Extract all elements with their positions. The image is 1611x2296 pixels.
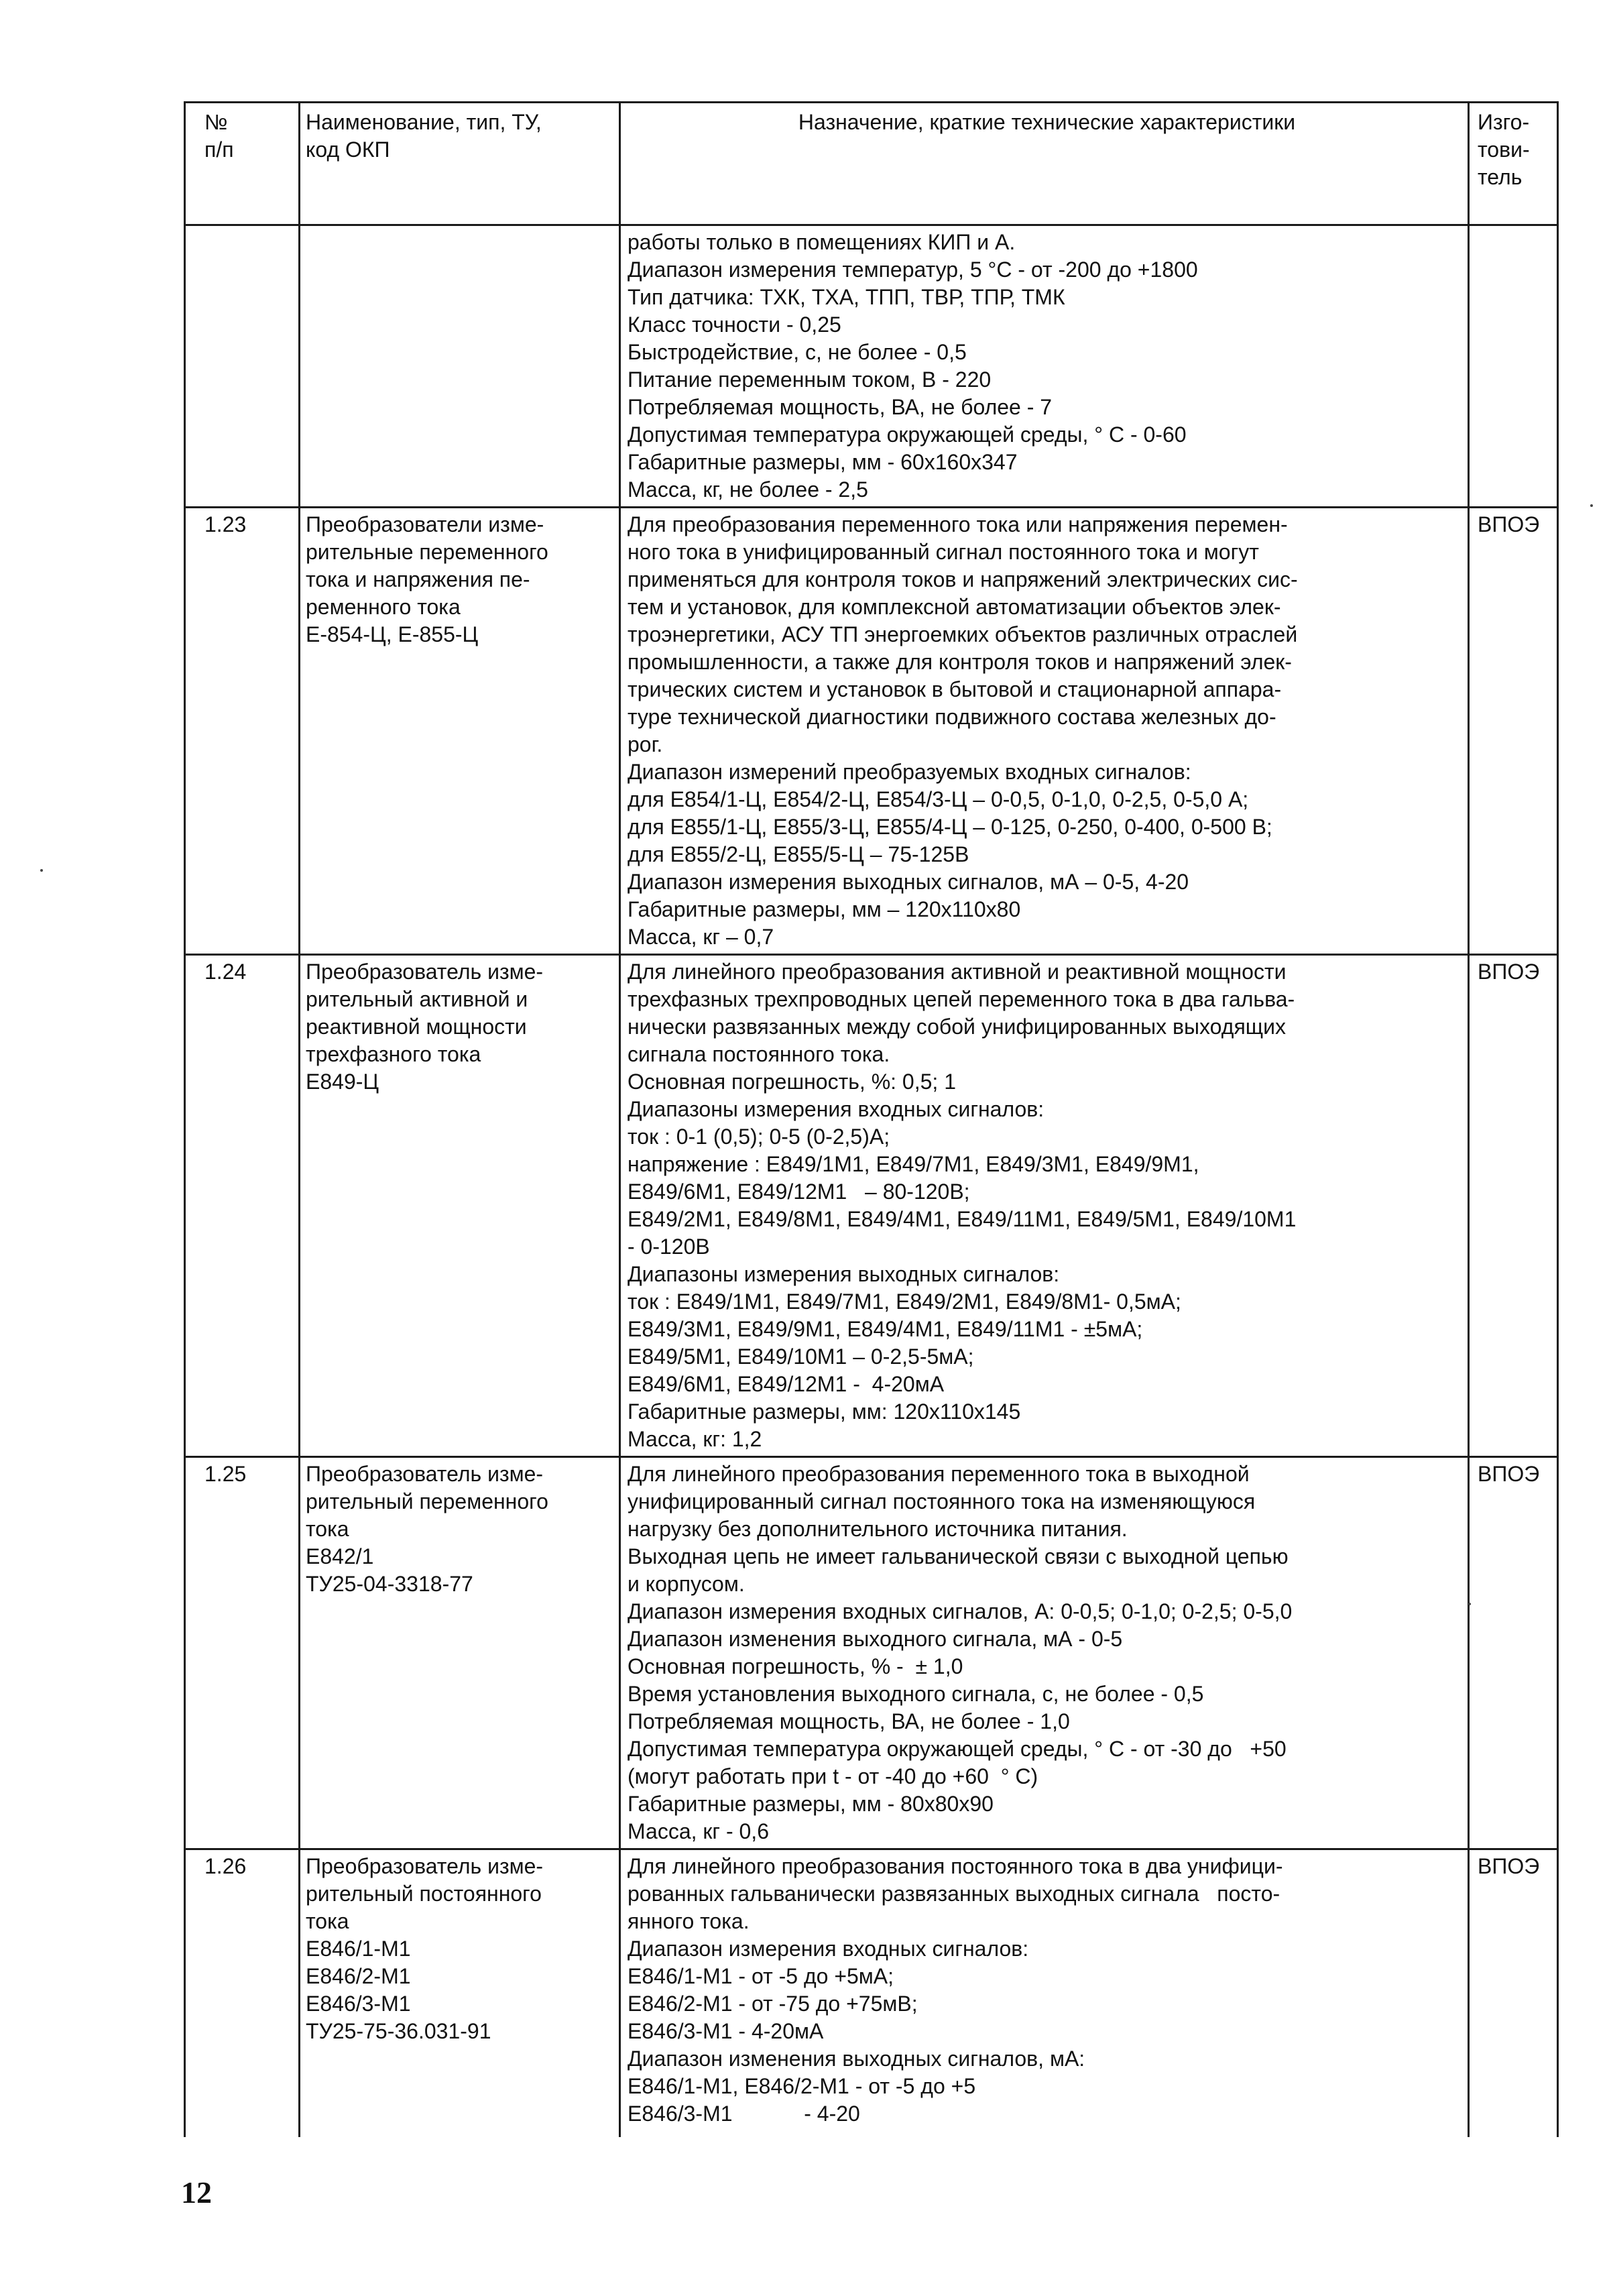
text-line: Диапазоны измерения входных сигналов:	[628, 1097, 1045, 1121]
text-line: Габаритные размеры, мм - 80х80х90	[628, 1792, 994, 1816]
text-line: Для преобразования переменного тока или напряжения перемен-	[628, 512, 1288, 536]
text-line: Е849/2М1, Е849/8М1, Е849/4М1, Е849/11М1, Е849/5М1, Е849/10М1	[628, 1207, 1297, 1231]
text-line: для Е854/1-Ц, Е854/2-Ц, Е854/3-Ц – 0-0,5, 0-1,0, 0-2,5, 0-5,0 А;	[628, 787, 1249, 811]
manufacturer-cell	[1469, 1849, 1558, 2138]
text-line: Преобразователь изме-	[306, 960, 544, 984]
table-row	[185, 1849, 1558, 2138]
text-line: 1.23	[204, 512, 247, 536]
text-line: Е846/1-М1 - от -5 до +5мА;	[628, 1964, 894, 1988]
text-line: Масса, кг - 0,6	[628, 1819, 769, 1843]
manufacturer-cell	[1469, 508, 1558, 955]
text-line: тови-	[1478, 137, 1530, 162]
text-line: тока	[306, 1517, 349, 1541]
text-line: Наименование, тип, ТУ,	[306, 110, 542, 134]
text-line: Е849/3М1, Е849/9М1, Е849/4М1, Е849/11М1 - ±5мА;	[628, 1317, 1143, 1341]
text-line: тем и установок, для комплексной автоматизации объектов элек-	[628, 595, 1281, 619]
item-name-cell	[300, 508, 620, 955]
item-description-cell	[620, 1457, 1469, 1849]
text-line: Основная погрешность, % - ± 1,0	[628, 1654, 963, 1678]
item-description-cell	[620, 1849, 1469, 2138]
text-line: Е-854-Ц, Е-855-Ц	[306, 622, 479, 646]
text-line: п/п	[204, 137, 234, 162]
item-description-cell	[620, 508, 1469, 955]
text-line: троэнергетики, АСУ ТП энергоемких объектов различных отраслей	[628, 622, 1298, 646]
text-line: Основная погрешность, %: 0,5; 1	[628, 1070, 956, 1094]
text-line: и корпусом.	[628, 1572, 745, 1596]
text-line: 1.25	[204, 1462, 247, 1486]
text-line: трехфазного тока	[306, 1042, 481, 1066]
manufacturer-cell	[1469, 955, 1558, 1457]
text-line: напряжение : Е849/1М1, Е849/7М1, Е849/3М1, Е849/9М1,	[628, 1152, 1199, 1176]
text-line: Диапазон измерения температур, 5 °С - от -200 до +1800	[628, 257, 1198, 282]
text-line: Потребляемая мощность, ВА, не более - 1,0	[628, 1709, 1070, 1733]
text-line: Габаритные размеры, мм – 120х110х80	[628, 897, 1021, 921]
text-line: тока	[306, 1909, 349, 1933]
text-line: рительный постоянного	[306, 1882, 542, 1906]
text-line: тель	[1478, 165, 1523, 189]
item-number-cell	[185, 955, 300, 1457]
text-line	[306, 229, 619, 256]
text-line	[1478, 229, 1557, 256]
text-line: ток : 0-1 (0,5); 0-5 (0-2,5)А;	[628, 1125, 890, 1149]
text-line: Потребляемая мощность, ВА, не более - 7	[628, 395, 1053, 419]
scan-speck	[1468, 1603, 1471, 1605]
text-line: 1.24	[204, 960, 247, 984]
table-row	[185, 955, 1558, 1457]
text-line: нагрузку без дополнительного источника питания.	[628, 1517, 1128, 1541]
text-line: трических систем и установок в бытовой и стационарной аппара-	[628, 677, 1282, 701]
table-row	[185, 1457, 1558, 1849]
text-line: Диапазоны измерения выходных сигналов:	[628, 1262, 1060, 1286]
text-line: реактивной мощности	[306, 1015, 527, 1039]
item-name-cell	[300, 1849, 620, 2138]
text-line: Диапазон измерения входных сигналов, А: 0-0,5; 0-1,0; 0-2,5; 0-5,0	[628, 1599, 1293, 1623]
text-line: рог.	[628, 732, 663, 756]
text-line: Е849-Ц	[306, 1070, 379, 1094]
text-line: Диапазон изменения выходных сигналов, мА:	[628, 2047, 1085, 2071]
text-line: Габаритные размеры, мм: 120х110х145	[628, 1399, 1021, 1424]
item-number-cell	[185, 508, 300, 955]
header-name	[300, 103, 620, 225]
text-line: Е849/5М1, Е849/10М1 – 0-2,5-5мА;	[628, 1344, 974, 1369]
text-line: Класс точности - 0,25	[628, 312, 841, 337]
text-line: - 0-120В	[628, 1235, 710, 1259]
text-line: рительный переменного	[306, 1489, 548, 1513]
text-line: Диапазон измерений преобразуемых входных сигналов:	[628, 760, 1191, 784]
text-line: рительные переменного	[306, 540, 548, 564]
text-line: Диапазон измерения выходных сигналов, мА – 0-5, 4-20	[628, 870, 1189, 894]
text-line: Е849/6М1, Е849/12М1 – 80-120В;	[628, 1180, 970, 1204]
text-line: Время установления выходного сигнала, с, не более - 0,5	[628, 1682, 1204, 1706]
text-line: Е846/1-М1	[306, 1937, 411, 1961]
text-line: для Е855/1-Ц, Е855/3-Ц, Е855/4-Ц – 0-125, 0-250, 0-400, 0-500 В;	[628, 815, 1272, 839]
text-line: Назначение, краткие технические характеристики	[798, 110, 1296, 134]
text-line: код ОКП	[306, 137, 390, 162]
scan-speck	[1590, 504, 1593, 507]
text-line: тока и напряжения пе-	[306, 567, 530, 591]
text-line: Быстродействие, с, не более - 0,5	[628, 340, 967, 364]
text-line: Е846/3-М1	[306, 1992, 411, 2016]
text-line: Е846/2-М1	[306, 1964, 411, 1988]
header-maker	[1469, 103, 1558, 225]
text-line: Выходная цепь не имеет гальванической связи с выходной цепью	[628, 1544, 1289, 1568]
text-line: Диапазон изменения выходного сигнала, мА - 0-5	[628, 1627, 1123, 1651]
item-name-cell	[300, 225, 620, 508]
text-line: Преобразователь изме-	[306, 1854, 544, 1878]
text-line: Масса, кг – 0,7	[628, 925, 774, 949]
page-number: 12	[181, 2175, 212, 2209]
text-line: ВПОЭ	[1478, 1462, 1540, 1486]
text-line: работы только в помещениях КИП и А.	[628, 230, 1016, 254]
table-row	[185, 508, 1558, 955]
text-line: Масса, кг, не более - 2,5	[628, 477, 868, 502]
text-line: унифицированный сигнал постоянного тока на изменяющуюся	[628, 1489, 1256, 1513]
text-line: Для линейного преобразования активной и реактивной мощности	[628, 960, 1287, 984]
text-line: ВПОЭ	[1478, 960, 1540, 984]
text-line: (могут работать при t - от -40 до +60 ° С)	[628, 1764, 1038, 1788]
header-num	[185, 103, 300, 225]
text-line: ток : Е849/1М1, Е849/7М1, Е849/2М1, Е849/8М1- 0,5мА;	[628, 1289, 1181, 1314]
text-line: Габаритные размеры, мм - 60х160х347	[628, 450, 1018, 474]
text-line: Е846/1-М1, Е846/2-М1 - от -5 до +5	[628, 2074, 976, 2098]
text-line: Для линейного преобразования переменного тока в выходной	[628, 1462, 1250, 1486]
text-line: Изго-	[1478, 110, 1530, 134]
text-line: трехфазных трехпроводных цепей переменного тока в два гальва-	[628, 987, 1295, 1011]
item-description-cell	[620, 225, 1469, 508]
text-line: Преобразователи изме-	[306, 512, 544, 536]
text-line: янного тока.	[628, 1909, 750, 1933]
text-line: применяться для контроля токов и напряжений электрических сис-	[628, 567, 1298, 591]
text-line: для Е855/2-Ц, Е855/5-Ц – 75-125В	[628, 842, 969, 866]
manufacturer-cell	[1469, 1457, 1558, 1849]
text-line: сигнала постоянного тока.	[628, 1042, 890, 1066]
text-line: Е842/1	[306, 1544, 374, 1568]
text-line: Е846/2-М1 - от -75 до +75мВ;	[628, 1992, 918, 2016]
item-name-cell	[300, 1457, 620, 1849]
item-number-cell	[185, 1457, 300, 1849]
text-line: №	[204, 110, 228, 134]
text-line: Для линейного преобразования постоянного тока в два унифици-	[628, 1854, 1283, 1878]
table-row	[185, 225, 1558, 508]
text-line: рительный активной и	[306, 987, 528, 1011]
text-line: Диапазон измерения входных сигналов:	[628, 1937, 1029, 1961]
text-line: ного тока в унифицированный сигнал постоянного тока и могут	[628, 540, 1259, 564]
text-line: туре технической диагностики подвижного состава железных до-	[628, 705, 1276, 729]
text-line: Е846/3-М1 - 4-20мА	[628, 2019, 824, 2043]
text-line: Е849/6М1, Е849/12М1 - 4-20мА	[628, 1372, 945, 1396]
manufacturer-cell	[1469, 225, 1558, 508]
text-line: Масса, кг: 1,2	[628, 1427, 762, 1451]
text-line	[204, 229, 298, 256]
text-line: 1.26	[204, 1854, 247, 1878]
text-line: ременного тока	[306, 595, 461, 619]
header-desc	[620, 103, 1469, 225]
scan-speck	[40, 869, 43, 872]
item-name-cell	[300, 955, 620, 1457]
item-description-cell	[620, 955, 1469, 1457]
item-number-cell	[185, 1849, 300, 2138]
table-header	[185, 103, 1558, 225]
text-line: ТУ25-04-3318-77	[306, 1572, 473, 1596]
item-number-cell	[185, 225, 300, 508]
text-line: Допустимая температура окружающей среды, ° С - от -30 до +50	[628, 1737, 1287, 1761]
text-line: нически развязанных между собой унифицированных выходящих	[628, 1015, 1286, 1039]
header-row	[185, 103, 1558, 225]
text-line: ВПОЭ	[1478, 512, 1540, 536]
text-line: Е846/3-М1 - 4-20	[628, 2102, 860, 2126]
spec-table	[184, 101, 1559, 2137]
text-line: ТУ25-75-36.031-91	[306, 2019, 491, 2043]
text-line: ВПОЭ	[1478, 1854, 1540, 1878]
table-body	[185, 225, 1558, 2138]
text-line: Преобразователь изме-	[306, 1462, 544, 1486]
text-line: Питание переменным током, В - 220	[628, 367, 992, 392]
text-line: Тип датчика: ТХК, ТХА, ТПП, ТВР, ТПР, ТМК	[628, 285, 1065, 309]
text-line: рованных гальванически развязанных выходных сигнала посто-	[628, 1882, 1280, 1906]
text-line: Допустимая температура окружающей среды, ° С - 0-60	[628, 422, 1187, 447]
text-line: промышленности, а также для контроля токов и напряжений элек-	[628, 650, 1292, 674]
